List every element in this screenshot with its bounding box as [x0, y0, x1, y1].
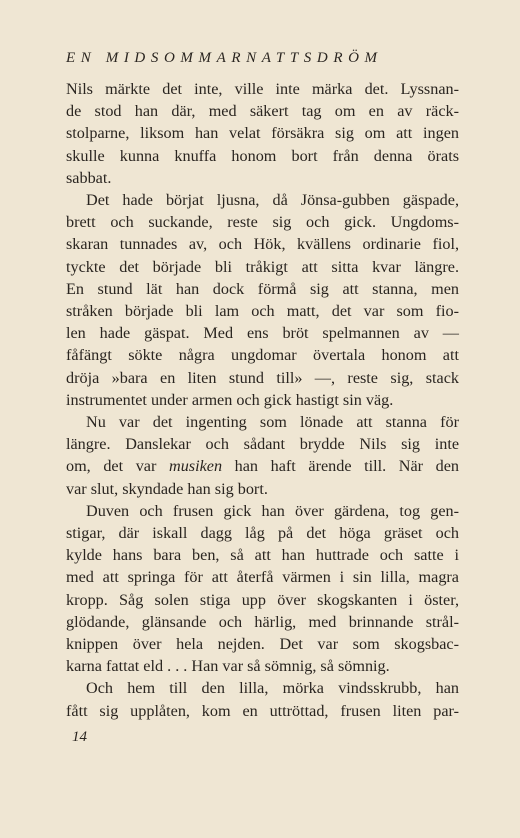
- text-line: glödande, glänsande och härlig, med brinnande strål-: [66, 612, 459, 631]
- text-line: fåfängt sökte några ungdomar övertala honom att: [66, 346, 459, 365]
- text-line: sabbat.: [66, 168, 112, 187]
- text-line: dröja »bara en liten stund till» —, reste sig, stack: [66, 368, 459, 387]
- text-line: knippen över hela nejden. Det var som skogsbac-: [66, 635, 459, 654]
- text-line: Duven och frusen gick han över gärdena, tog gen-: [86, 501, 459, 520]
- text-line: Nu var det ingenting som lönade att stanna för: [86, 413, 459, 432]
- paragraph-5: [66, 677, 459, 721]
- text-line: stigar, där iskall dagg låg på det höga gräset och: [66, 524, 459, 543]
- text-line: skaran tunnades av, och Hök, kvällens ordinarie fiol,: [66, 235, 459, 254]
- text-fragment: han haft ärende till. När den: [234, 457, 460, 476]
- paragraph-3: [66, 411, 459, 500]
- text-line-with-emphasis: [66, 455, 459, 477]
- text-line: En stund lät han dock förmå sig att stanna, men: [66, 279, 459, 298]
- text-line: len hade gäspat. Med ens bröt spelmannen av —: [66, 324, 459, 343]
- text-line: kropp. Såg solen stiga upp över skogskanten i öster,: [66, 590, 459, 609]
- text-line: med att springa för att återfå värmen i sin lilla, magra: [66, 568, 459, 587]
- text-fragment: om, det var: [66, 457, 157, 476]
- paragraph-1: [66, 78, 459, 189]
- running-header: EN MIDSOMMARNATTSDRÖM: [66, 50, 383, 66]
- text-line: stolparne, liksom han velat försäkra sig om att ingen: [66, 124, 459, 143]
- text-line: Och hem till den lilla, mörka vindsskrubb, han: [86, 679, 459, 698]
- text-line: tyckte det började bli tråkigt att sitta kvar längre.: [66, 257, 459, 276]
- text-line: instrumentet under armen och gick hastigt sin väg.: [66, 390, 394, 409]
- page-number: 14: [72, 729, 87, 745]
- text-line: Nils märkte det inte, ville inte märka det. Lyssnan-: [66, 80, 459, 98]
- text-line: längre. Danslekar och sådant brydde Nils sig inte: [66, 435, 459, 454]
- emphasized-word: musiken: [169, 457, 223, 476]
- text-line: stråken började bli lam och matt, det var som fio-: [66, 302, 459, 321]
- text-line: kylde hans bara ben, så att han huttrade och satte i: [66, 546, 459, 565]
- paragraph-4: [66, 500, 459, 678]
- body-text: [66, 78, 459, 722]
- text-line: karna fattat eld . . . Han var så sömnig, så sömnig.: [66, 657, 390, 676]
- paragraph-2: [66, 189, 459, 411]
- text-line: skulle kunna knuffa honom bort från denna örats: [66, 146, 459, 165]
- text-line: Det hade börjat ljusna, då Jönsa-gubben gäspade,: [86, 191, 459, 210]
- text-line: de stod han där, med säkert tag om en av räck-: [66, 102, 459, 121]
- text-line: brett och suckande, reste sig och gick. Ungdoms-: [66, 213, 459, 232]
- text-line: var slut, skyndade han sig bort.: [66, 479, 268, 498]
- text-line: fått sig upplåten, kom en uttröttad, frusen liten par-: [66, 701, 459, 720]
